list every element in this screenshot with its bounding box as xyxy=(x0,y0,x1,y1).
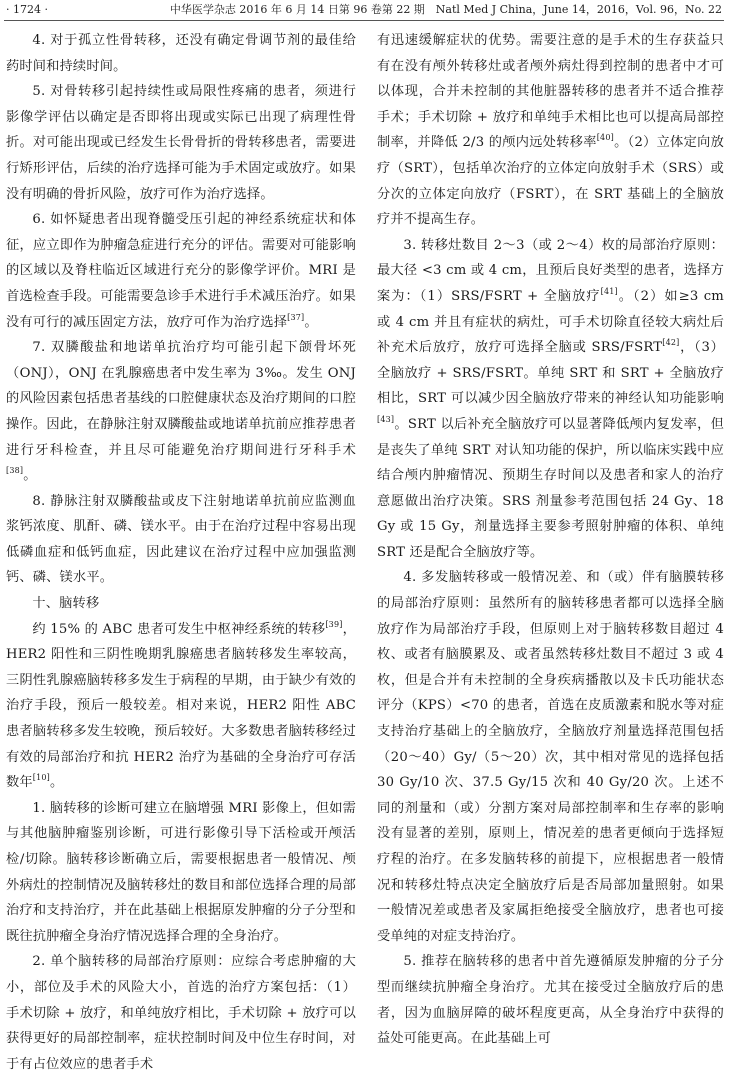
citation-ref: [41] xyxy=(600,286,618,296)
paragraph xyxy=(6,489,356,591)
text-run: 有迅速缓解症状的优势。需要注意的是手术的生存获益只有在没有颅外转移灶或者颅外病灶得到控制的患者中才可以体现，合并未控制的其他脏器转移的患者并不适合推荐手术；手术切除 + 放疗和单纯手术相比也可以提高局部控制率，并降低 2/3 的颅内远处转移率 xyxy=(377,33,724,151)
text-run: 4. 对于孤立性骨转移，还没有确定骨调节剂的最佳给药时间和持续时间。 xyxy=(6,33,356,74)
text-run: 1. 脑转移的诊断可建立在脑增强 MRI 影像上，但如需与其他脑肿瘤鉴别诊断，可进行影像引导下活检或开颅活检/切除。脑转移诊断确立后，需要根据患者一般情况、颅外病灶的控制情况及脑转移灶的数目和部位选择合理的局部治疗和支持治疗，并在此基础上根据原发肿瘤的分子分型和既往抗肿瘤全身治疗情况选择合理的全身治疗。 xyxy=(6,800,356,944)
paragraph xyxy=(377,565,724,949)
text-run: 十、脑转移 xyxy=(32,596,100,612)
paragraph xyxy=(6,617,356,796)
paragraph xyxy=(6,949,356,1077)
citation-ref: [39] xyxy=(325,619,343,629)
text-run: 2. 单个脑转移的局部治疗原则：应综合考虑肿瘤的大小，部位及手术的风险大小，首选的治疗方案包括：（1）手术切除 + 放疗，和单纯放疗相比，手术切除 + 放疗可以获得更好的局部控制率，症状控制时间及中位生存时间，对于有占位效应的患者手术 xyxy=(6,954,356,1072)
paragraph xyxy=(6,796,356,950)
text-run: 。SRT 以后补充全脑放疗可以显著降低颅内复发率，但是丧失了单纯 SRT 对认知功能的保护，所以临床实践中应结合颅内肿瘤情况、预期生存时间以及患者和家人的治疗意愿做出治疗决策。SRS 剂量参考范围包括 24 Gy、18 Gy 或 15 Gy，剂量选择主要参考照射肿瘤的体积、单纯 SRT 还是配合全脑放疗等。 xyxy=(377,416,724,560)
text-run: 5. 对骨转移引起持续性或局限性疼痛的患者，须进行影像学评估以确定是否即将出现或实际已出现了病理性骨折。对可能出现或已经发生长骨骨折的骨转移患者，需要进行矫形评估，后续的治疗选择可能为手术固定或放疗。如果没有明确的骨折风险，放疗可作为治疗选择。 xyxy=(6,84,356,202)
header-rule xyxy=(4,20,724,21)
text-run: 3. 转移灶数目 2～3（或 2～4）枚的局部治疗原则：最大径 <3 cm 或 4 cm，且预后良好类型的患者，选择方案为：（1）SRS/FSRT + 全脑放疗 xyxy=(377,237,724,304)
citation-ref: [40] xyxy=(596,133,614,143)
text-run: ，HER2 阳性和三阴性晚期乳腺癌患者脑转移发生率较高，三阴性乳腺癌脑转移多发生于病程的早期，由于缺少有效的治疗手段，预后一般较差。相对来说，HER2 阳性 ABC 患者脑转移多发生较晚，预后较好。大多数患者脑转移经过有效的局部治疗和抗 HER2 治疗为基础的全身治疗可存活数年 xyxy=(6,621,357,791)
left-column xyxy=(6,28,356,1077)
citation-ref: [42] xyxy=(662,338,680,348)
text-run: 。 xyxy=(23,468,37,484)
citation-ref: [43] xyxy=(377,414,395,424)
right-column xyxy=(377,28,724,1052)
text-run: ，（3）全脑放疗 + SRS/FSRT。单纯 SRT 和 SRT + 全脑放疗相比，SRT 可以减少因全脑放疗带来的神经认知功能影响 xyxy=(377,340,725,407)
paragraph xyxy=(6,28,356,79)
text-run: 6. 如怀疑患者出现脊髓受压引起的神经系统症状和体征，应立即作为肿瘤急症进行充分的评估。需要对可能影响的区域以及脊柱临近区域进行充分的影像学评价。MRI 是首选检查手段。可能需要急诊手术进行手术减压治疗。如果没有可行的减压固定方法，放疗可作为治疗选择 xyxy=(6,212,356,330)
text-run: 约 15% 的 ABC 患者可发生中枢神经系统的转移 xyxy=(32,621,326,637)
text-run: 7. 双膦酸盐和地诺单抗治疗均可能引起下颌骨坏死（ONJ），ONJ 在乳腺癌患者中发生率为 3‰。发生 ONJ 的风险因素包括患者基线的口腔健康状态及治疗期间的口腔操作。因此，在静脉注射双膦酸盐或地诺单抗前应推荐患者进行牙科检查，并且尽可能避免治疗期间进行牙科手术 xyxy=(6,340,356,458)
text-run: 4. 多发脑转移或一般情况差、和（或）伴有脑膜转移的局部治疗原则：虽然所有的脑转移患者都可以选择全脑放疗作为局部治疗手段，但原则上对于脑转移数目超过 4 枚、或者有脑膜累及、或者虽然转移灶数目不超过 3 或 4 枚，但是合并有未控制的全身疾病播散以及卡氏功能状态评分（KPS）<70 的患者，首选在皮质激素和脱水等对症支持治疗基础上的全脑放疗，全脑放疗剂量选择范围包括（20～40）Gy/（5～20）次，其中相对常见的选择包括 30 Gy/10 次、37.5 Gy/15 次和 40 Gy/20 次。上述不同的剂量和（或）分割方案对局部控制率和生存率的影响没有显著的差别，原则上，情况差的患者更倾向于选择短疗程的治疗。在多发脑转移的前提下，应根据患者一般情况和转移灶特点决定全脑放疗后是否局部加量照射。如果一般情况差或患者及家属拒绝接受全脑放疗，患者也可接受单纯的对症支持治疗。 xyxy=(377,570,724,944)
paragraph xyxy=(377,949,724,1051)
citation-ref: [37] xyxy=(287,312,305,322)
text-run: 。（2）如≥3 cm 或 4 cm 并且有症状的病灶，可手术切除直径较大病灶后补充术后放疗，放疗可选择全脑或 SRS/FSRT xyxy=(377,288,725,356)
page-number: · 1724 · xyxy=(6,3,48,16)
paragraph xyxy=(377,233,724,566)
text-run: 8. 静脉注射双膦酸盐或皮下注射地诺单抗前应监测血浆钙浓度、肌酐、磷、镁水平。由于在治疗过程中容易出现低磷血症和低钙血症，因此建议在治疗过程中应加强监测钙、磷、镁水平。 xyxy=(6,493,356,586)
journal-running-title: 中华医学杂志 2016 年 6 月 14 日第 96 卷第 22 期 Natl Med J China，June 14，2016，Vol. 96，No. 22 xyxy=(169,3,722,16)
citation-ref: [38] xyxy=(6,466,24,476)
paragraph xyxy=(6,335,356,489)
text-run: 。（2）立体定向放疗（SRT），包括单次治疗的立体定向放射手术（SRS）或分次的立体定向放疗（FSRT），在 SRT 基础上的全脑放疗并不提高生存。 xyxy=(377,135,725,228)
text-run: 。 xyxy=(50,775,64,791)
paragraph-continued xyxy=(377,28,724,233)
citation-ref: [10] xyxy=(32,773,51,783)
running-header xyxy=(6,2,722,18)
text-run: 。 xyxy=(304,314,318,330)
paragraph xyxy=(6,79,356,207)
section-heading xyxy=(6,591,356,617)
paragraph xyxy=(6,207,356,335)
text-run: 5. 推荐在脑转移的患者中首先遵循原发肿瘤的分子分型而继续抗肿瘤全身治疗。尤其在接受过全脑放疗后的患者，因为血脑屏障的破坏程度更高，从全身治疗中获得的益处可能更高。在此基础上可 xyxy=(377,954,724,1047)
